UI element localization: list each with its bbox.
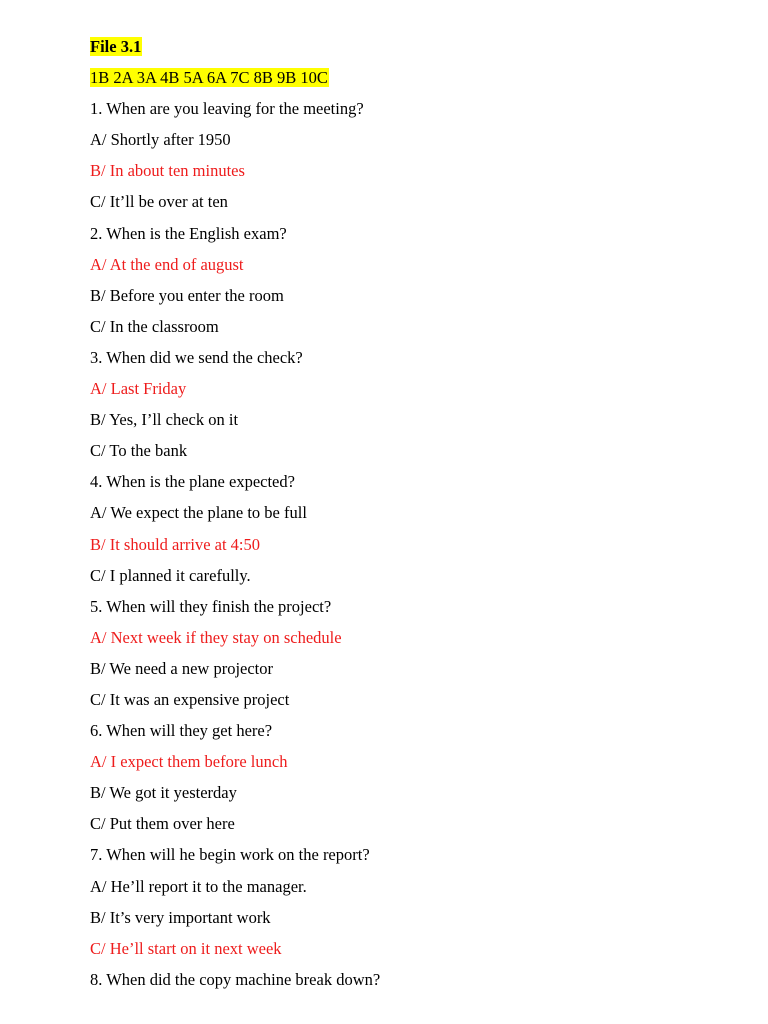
answer-key: 1B 2A 3A 4B 5A 6A 7C 8B 9B 10C	[90, 68, 328, 88]
document-page	[90, 34, 730, 998]
file-title: File 3.1	[90, 37, 142, 56]
question-prompt: 8. When did the copy machine break down?	[90, 969, 381, 989]
answer-option: B/ Before you enter the room	[90, 285, 284, 305]
answer-option: B/ We got it yesterday	[90, 783, 237, 803]
question-prompt: 2. When is the English exam?	[90, 223, 287, 243]
answer-option-correct: B/ It should arrive at 4:50	[90, 534, 261, 554]
answer-option: C/ It’ll be over at ten	[90, 192, 228, 212]
answer-key-line	[90, 65, 730, 96]
answer-option: B/ It’s very important work	[90, 907, 271, 927]
answer-option-correct: A/ I expect them before lunch	[90, 752, 288, 772]
answer-option: A/ Shortly after 1950	[90, 130, 231, 150]
answer-option: C/ It was an expensive project	[90, 689, 290, 709]
answer-option: B/ We need a new projector	[90, 658, 274, 678]
question-prompt: 7. When will he begin work on the report?	[90, 845, 370, 865]
answer-option-correct: A/ Next week if they stay on schedule	[90, 627, 342, 647]
question-prompt: 1. When are you leaving for the meeting?	[90, 99, 364, 119]
answer-option-correct: C/ He’ll start on it next week	[90, 938, 282, 958]
answer-option: C/ To the bank	[90, 441, 188, 461]
answer-option: C/ I planned it carefully.	[90, 565, 251, 585]
answer-option: A/ He’ll report it to the manager.	[90, 876, 307, 896]
question-prompt: 4. When is the plane expected?	[90, 472, 295, 492]
question-list	[90, 96, 730, 998]
answer-option-correct: A/ Last Friday	[90, 379, 187, 399]
question-prompt: 6. When will they get here?	[90, 721, 273, 741]
answer-option: C/ Put them over here	[90, 814, 235, 834]
answer-option: A/ We expect the plane to be full	[90, 503, 307, 523]
title-line	[90, 34, 730, 65]
question-prompt: 5. When will they finish the project?	[90, 596, 332, 616]
answer-option-correct: B/ In about ten minutes	[90, 161, 245, 181]
answer-option: B/ Yes, I’ll check on it	[90, 410, 239, 430]
question-prompt: 3. When did we send the check?	[90, 347, 303, 367]
answer-option: C/ In the classroom	[90, 316, 219, 336]
answer-option-correct: A/ At the end of august	[90, 254, 244, 274]
